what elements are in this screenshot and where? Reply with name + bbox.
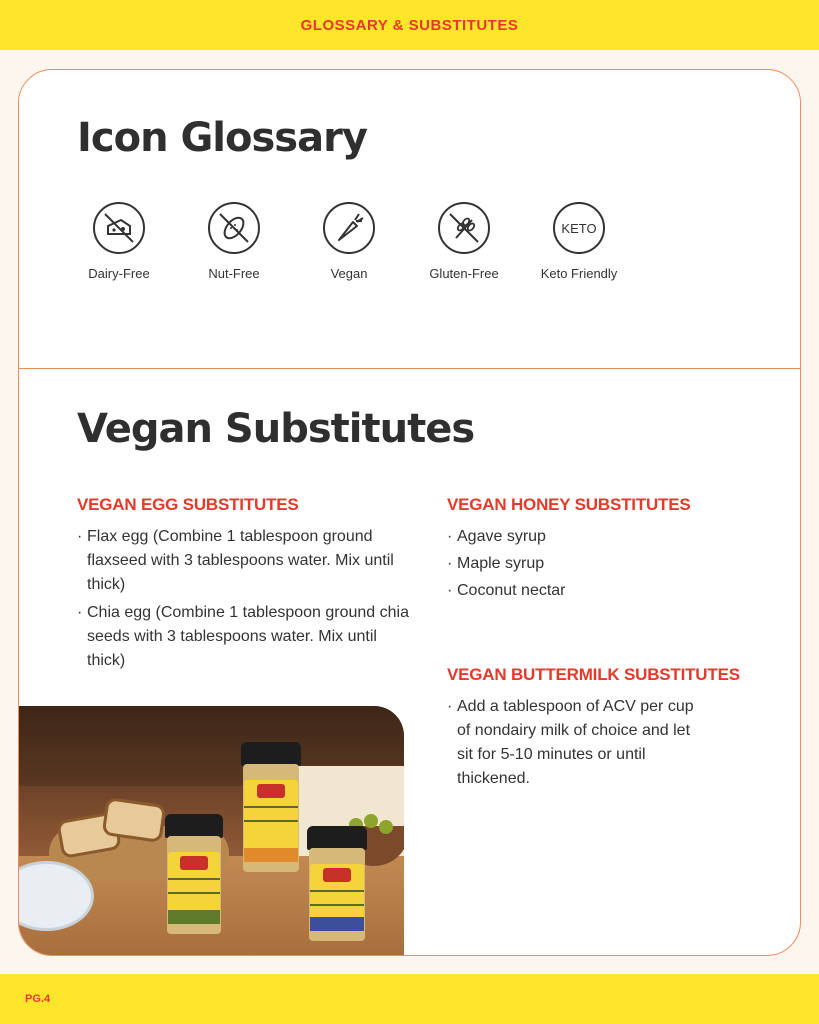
nut-free-icon [208,202,260,254]
photo-olive [379,820,393,834]
list-item: · Coconut nectar [447,579,767,602]
dairy-free-icon [93,202,145,254]
vegan-substitutes-heading: Vegan Substitutes [77,406,475,452]
egg-substitutes-list [77,525,417,677]
icon-label: Dairy-Free [88,266,150,281]
buttermilk-substitutes-title: VEGAN BUTTERMILK SUBSTITUTES [447,665,740,684]
icon-item-nut-free [179,202,289,281]
list-item: · Flax egg (Combine 1 tablespoon ground flaxseed with 3 tablespoons water. Mix until thick) [77,525,417,597]
photo-bread [102,797,167,843]
header-title: GLOSSARY & SUBSTITUTES [300,16,519,34]
wheat-icon [438,202,490,254]
content-card [18,69,801,956]
honey-substitutes-title: VEGAN HONEY SUBSTITUTES [447,495,691,514]
nutritional-yeast-jar [241,742,301,872]
icon-item-vegan [294,202,404,281]
icon-item-gluten-free [409,202,519,281]
product-photo [19,706,404,956]
egg-substitutes-title: VEGAN EGG SUBSTITUTES [77,495,299,514]
icon-item-keto [524,202,634,281]
keto-icon [553,202,605,254]
page-number: PG.4 [25,993,51,1005]
icon-item-dairy-free [64,202,174,281]
icon-label: Gluten-Free [429,266,499,281]
nutritional-yeast-jar [307,826,367,941]
photo-olive [364,814,378,828]
icon-glossary-list [64,202,624,292]
list-item: · Maple syrup [447,552,767,575]
icon-label: Keto Friendly [540,266,618,281]
honey-substitutes-list [447,525,767,606]
buttermilk-substitutes-list [447,695,697,795]
keto-badge-text: KETO [561,220,597,236]
list-item: · Add a tablespoon of ACV per cup of nondairy milk of choice and let sit for 5-10 minutes or until thickened. [447,695,697,791]
list-item: · Chia egg (Combine 1 tablespoon ground chia seeds with 3 tablespoons water. Mix until thick) [77,601,417,673]
icon-label: Nut-Free [208,266,260,281]
list-item: · Agave syrup [447,525,767,548]
nutritional-yeast-jar [165,814,223,934]
carrot-icon [323,202,375,254]
icon-label: Vegan [330,266,368,281]
glossary-heading: Icon Glossary [77,115,367,161]
top-header-bar [0,0,819,50]
section-divider [19,368,800,369]
bottom-footer-bar [0,974,819,1024]
